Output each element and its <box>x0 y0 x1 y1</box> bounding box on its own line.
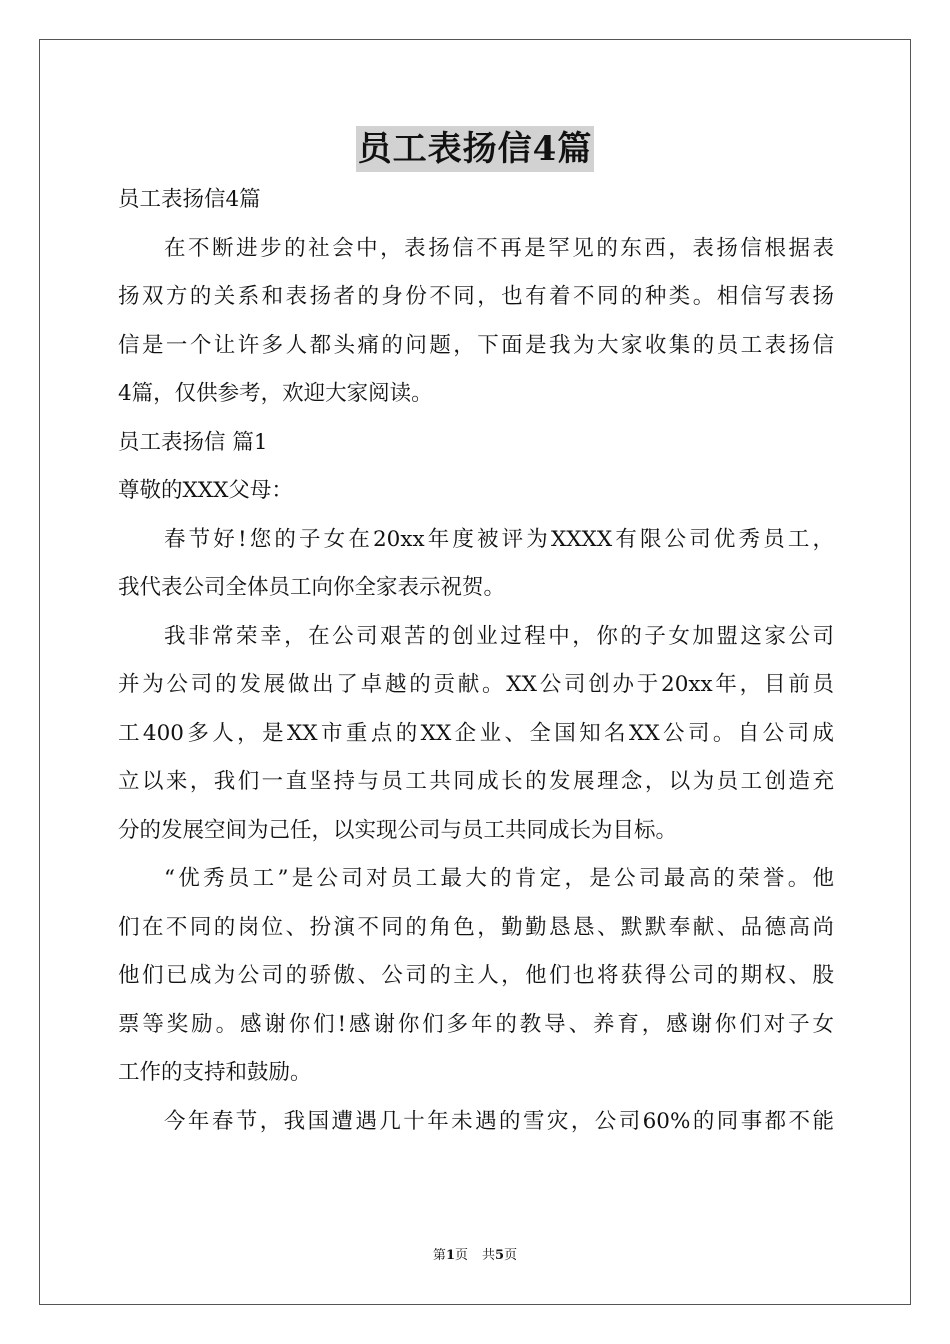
body-line: 在不断进步的社会中，表扬信不再是罕见的东西，表扬信根据表 <box>164 235 834 261</box>
body-line: 春节好!您的子女在20xx年度被评为XXXX有限公司优秀员工， <box>164 526 834 552</box>
body-line: 并为公司的发展做出了卓越的贡献。XX公司创办于20xx年，目前员 <box>118 672 834 697</box>
title-wrap <box>0 126 950 172</box>
body-line: 信是一个让许多人都头痛的问题，下面是我为大家收集的员工表扬信 <box>118 332 834 358</box>
body-line: 4篇，仅供参考，欢迎大家阅读。 <box>118 381 433 406</box>
page-suffix: 页 <box>454 1248 468 1263</box>
section-heading: 员工表扬信 篇1 <box>118 429 268 455</box>
salutation-line: 尊敬的XXX父母： <box>118 478 293 503</box>
body-line: 票等奖励。感谢你们!感谢你们多年的教导、养育，感谢你们对子女 <box>118 1011 834 1037</box>
body-line: 工400多人，是XX市重点的XX企业、全国知名XX公司。自公司成 <box>118 720 834 746</box>
current-page-number: 1 <box>445 1248 455 1263</box>
subtitle-line: 员工表扬信4篇 <box>118 187 261 212</box>
body-line: 扬双方的关系和表扬者的身份不同，也有着不同的种类。相信写表扬 <box>118 284 834 309</box>
page-footer <box>0 1247 950 1265</box>
total-suffix: 页 <box>504 1248 518 1263</box>
total-prefix: 共 <box>482 1248 496 1263</box>
body-line: 们在不同的岗位、扮演不同的角色，勤勤恳恳、默默奉献、品德高尚 <box>118 914 834 940</box>
body-line: “优秀员工”是公司对员工最大的肯定，是公司最高的荣誉。他 <box>164 866 834 891</box>
total-page-number: 5 <box>495 1248 505 1263</box>
document-body <box>118 176 834 1146</box>
body-line: 工作的支持和鼓励。 <box>118 1060 312 1085</box>
body-line: 我非常荣幸，在公司艰苦的创业过程中，你的子女加盟这家公司 <box>164 623 834 649</box>
body-line: 他们已成为公司的骄傲、公司的主人，他们也将获得公司的期权、股 <box>118 963 834 988</box>
body-line: 今年春节，我国遭遇几十年未遇的雪灾，公司60%的同事都不能 <box>164 1108 834 1134</box>
body-line: 我代表公司全体员工向你全家表示祝贺。 <box>118 575 506 600</box>
page-prefix: 第 <box>432 1248 446 1263</box>
body-line: 立以来，我们一直坚持与员工共同成长的发展理念，以为员工创造充 <box>118 769 834 794</box>
document-title: 员工表扬信4篇 <box>356 126 595 172</box>
body-line: 分的发展空间为己任，以实现公司与员工共同成长为目标。 <box>118 817 678 843</box>
